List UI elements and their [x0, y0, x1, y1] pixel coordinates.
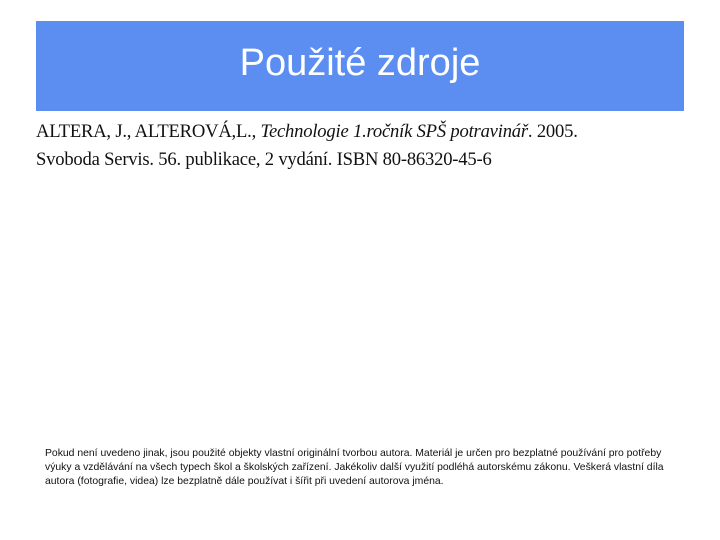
- citation-year: . 2005.: [527, 121, 578, 142]
- license-footnote: Pokud není uvedeno jinak, jsou použité objekty vlastní originální tvorbou autora. Materiál je určen pro bezplatné používání pro potřeby výuky a vzdělávání na všech typech škol a školských zařízení. Jakékoliv další využití podléhá autorskému zákonu. Veškerá vlastní díla autora (fotografie, videa) lze bezplatně dále používat i šířit při uvedení autorova jména.: [45, 448, 664, 487]
- citation: [36, 118, 696, 174]
- citation-authors: ALTERA, J., ALTEROVÁ,L.,: [36, 121, 261, 142]
- title-bar: [36, 21, 684, 111]
- slide-title: Použité zdroje: [239, 41, 481, 84]
- citation-publisher: Svoboda Servis. 56. publikace, 2 vydání. ISBN 80-86320-45-6: [36, 149, 492, 170]
- citation-book-title: Technologie 1.ročník SPŠ potravinář: [260, 121, 528, 142]
